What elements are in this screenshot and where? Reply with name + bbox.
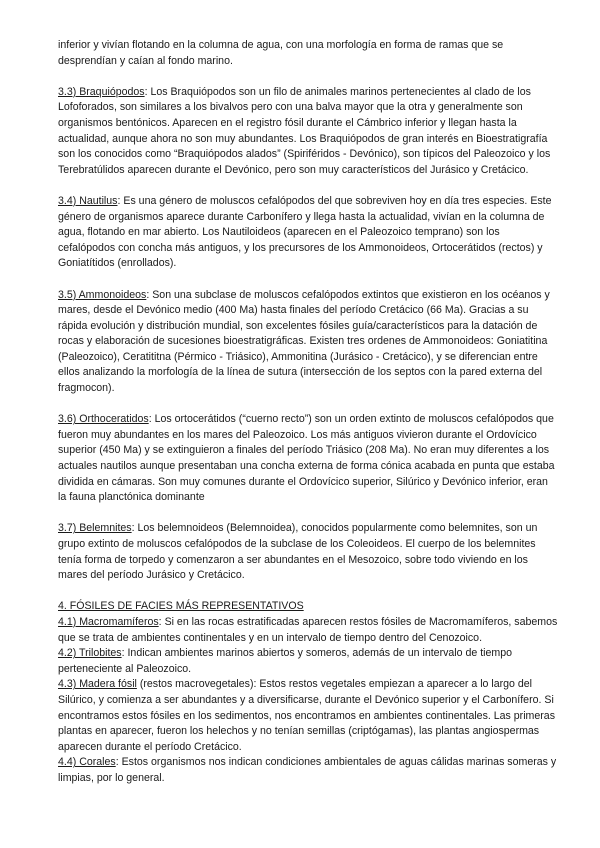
text-nautilus: Es una género de moluscos cefalópodos del que sobreviven hoy en día tres especies. Este género de organismos aparece durante Carbonífero y llega hasta la actualidad, vivían en la columna de agua, flotando en mar abierto. Los Nautiloideos (aparecen en el Paleozoico temprano) son los cefalópodos con concha más antiguos, y los precursores de los Ammonoideos, Ortocerátidos (rectos) y Goniatítidos (enrollados). (58, 194, 552, 270)
separator: : (121, 647, 128, 660)
text-ammonoideos: Son una subclase de moluscos cefalópodos extintos que existieron en los océanos y mares, desde el Devónico medio (400 Ma) hasta finales del período Cretácico (66 Ma). Gracias a su rápida evolución y distribución mundial, son excelentes fósiles guía/característicos para la datación de rocas y elaboración de sucesiones bioestratigráficas. Existen tres ordenes de Ammonoideos: Goniatitina (Paleozoico), Ceratititna (Pérmico - Triásico), Ammonitina (Jurásico - Cretácico), y se diferencian entre ellos analizando la morfología de la línea de sutura (intersección de los septos con la pared externa del fragmocon). (58, 288, 550, 395)
separator: : (115, 756, 122, 769)
separator: : (117, 194, 124, 207)
document-page (58, 38, 558, 787)
term-corales: 4.4) Corales (58, 756, 116, 769)
paragraph-ammonoideos (58, 288, 558, 397)
separator: : (148, 413, 155, 426)
term-macromamiferos: 4.1) Macromamíferos (58, 615, 159, 628)
facies-item-madera-fosil (58, 677, 558, 755)
separator: : (131, 522, 138, 535)
term-ammonoideos: 3.5) Ammonoideos (58, 288, 147, 301)
facies-item-trilobites (58, 646, 558, 677)
text-corales: Estos organismos nos indican condiciones ambientales de aguas cálidas marinas someras y limpias, por lo general. (58, 756, 557, 784)
paragraph-nautilus (58, 194, 558, 272)
paragraph-orthoceratidos (58, 412, 558, 506)
separator: : (144, 85, 151, 98)
text-madera-fosil: (restos macrovegetales): Estos restos vegetales empiezan a aparecer a lo largo del Silúrico, y comienza a ser abundantes y a diversificarse, durante el Devónico superior y el Carbonífero. Si encontramos estos fósiles en los sedimentos, nos encontramos en ambientes continentales. Las primeras plantas en aparecer, fueron los helechos y no tenían semillas (criptógamas), las plantas angiospermas aparecen durante el período Cretácico. (58, 678, 555, 753)
separator: : (146, 288, 153, 301)
paragraph-belemnites (58, 521, 558, 583)
paragraph-braquiopodos (58, 85, 558, 179)
facies-item-corales (58, 755, 558, 786)
text-macromamiferos: Si en las rocas estratificadas aparecen restos fósiles de Macromamíferos, sabemos que se trata de ambientes continentales y en un intervalo de tiempo dentro del Cenozoico. (58, 615, 558, 644)
term-belemnites: 3.7) Belemnites (58, 522, 132, 535)
separator: : (158, 615, 165, 628)
term-braquiopodos: 3.3) Braquiópodos (58, 85, 145, 98)
term-madera-fosil: 4.3) Madera fósil (58, 678, 137, 691)
text-trilobites: Indican ambientes marinos abiertos y someros, además de un intervalo de tiempo perteneciente al Paleozoico. (58, 647, 513, 675)
facies-item-macromamiferos (58, 615, 558, 646)
text-belemnites: Los belemnoideos (Belemnoidea), conocidos popularmente como belemnites, son un grupo extinto de moluscos cefalópodos de la subclase de los Coleoideos. El cuerpo de los belemnites tenía forma de torpedo y comenzaron a ser abundantes en el Mesozoico, sobre todo viviendo en los mares del período Jurásico y Cretácico. (58, 522, 538, 582)
text-orthoceratidos: Los ortocerátidos (“cuerno recto”) son un orden extinto de moluscos cefalópodos que fueron muy abundantes en los mares del Paleozoico. Los más antiguos vivieron durante el Ordovícico superior (450 Ma) y se extinguieron a finales del período Triásico (208 Ma). No eran muy diferentes a los actuales nautilos aunque presentaban una concha externa de forma cónica acabada en punta que estaba dividida en cámaras. Son muy comunes durante el Ordovícico superior, Silúrico y Devónico inferior, eran la fauna planctónica dominante (58, 413, 555, 504)
term-trilobites: 4.2) Trilobites (58, 647, 122, 660)
term-nautilus: 3.4) Nautilus (58, 194, 118, 207)
section-heading: 4. FÓSILES DE FACIES MÁS REPRESENTATIVOS (58, 600, 304, 613)
text-braquiopodos: Los Braquiópodos son un filo de animales marinos pertenecientes al clado de los Lofoforados, son similares a los bivalvos pero con una balva mayor que la otra y generalmente son organismos bentónicos. Aparecen en el registro fósil durante el Cámbrico inferior y llegan hasta la actualidad, aunque ahora no son muy abundantes. Los Braquiópodos de gran interés en Bioestratigrafía son los conocidos como “Braquiópodos alados” (Spiriféridos - Devónico), son típicos del Paleozoico y los Terebratúlidos aparecen durante el Devónico, pero son muy característicos del Jurásico y Cretácico. (58, 85, 551, 176)
term-orthoceratidos: 3.6) Orthoceratidos (58, 413, 149, 426)
intro-paragraph: inferior y vivían flotando en la columna de agua, con una morfología en forma de ramas que se desprendían y caían al fondo marino. (58, 39, 504, 67)
